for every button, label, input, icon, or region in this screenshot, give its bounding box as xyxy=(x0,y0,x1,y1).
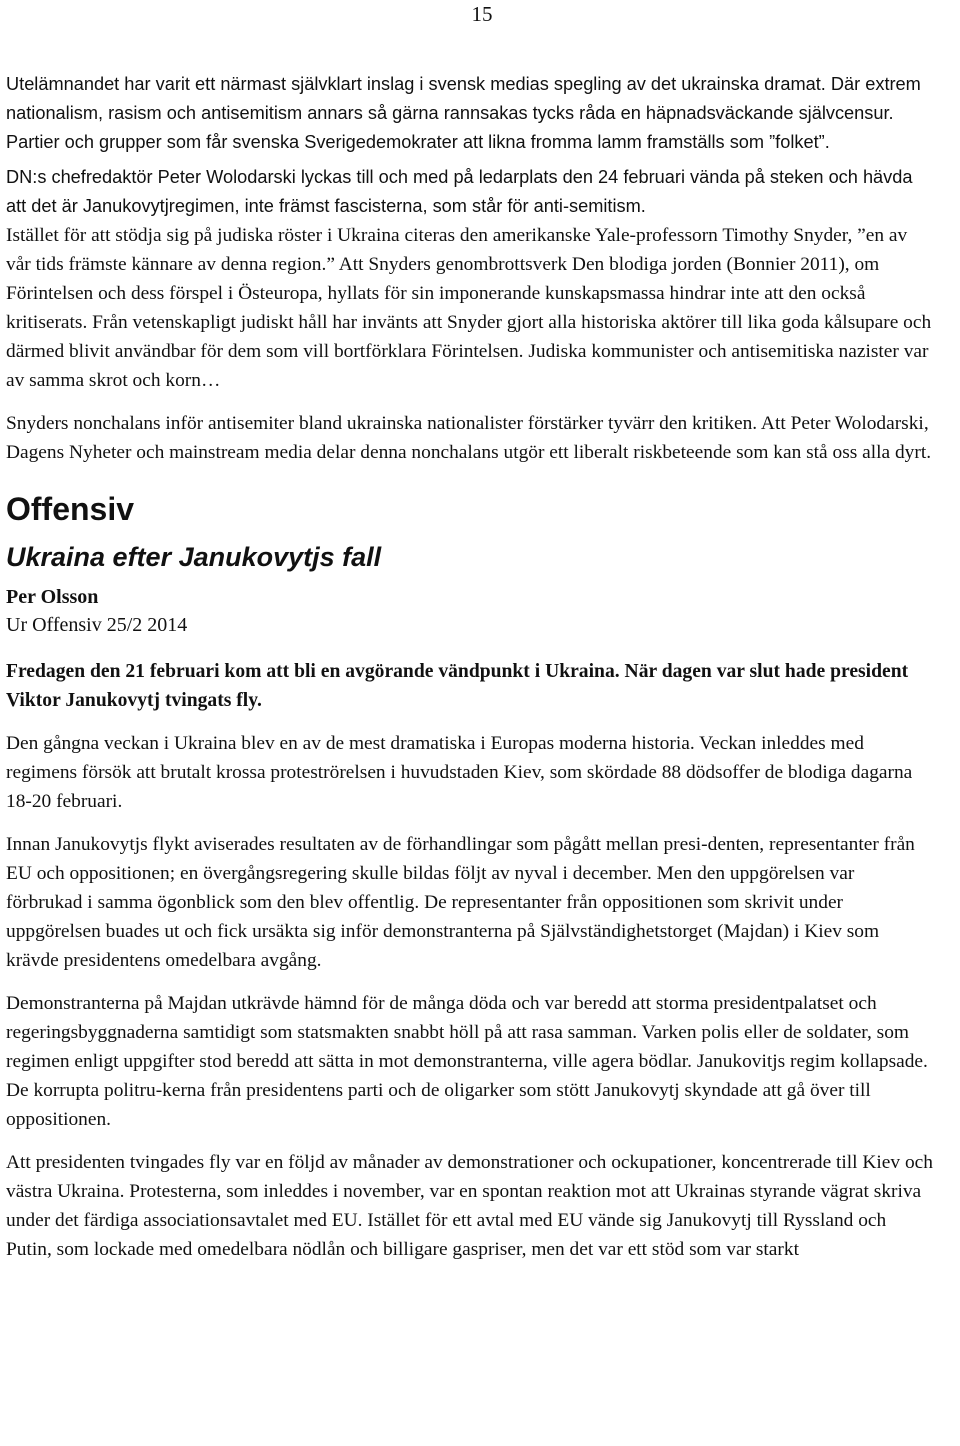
body-paragraph: Att presidenten tvingades fly var en följd av månader av demonstrationer och ockupationer, koncentrerade till Kiev och västra Ukraina. Protesterna, som inleddes i november, var en spontan reaktion mot att Ukrainas styrande vägrat skriva under det färdiga associationsavtalet med EU. Istället för ett avtal med EU vände sig Janukovytj till Ryssland och Putin, som lockade med omedelbara nödlån och billigare gaspriser, men det var ett stöd som var starkt xyxy=(6,1152,933,1260)
paragraph-snyder-critique: Istället för att stödja sig på judiska röster i Ukraina citeras den amerikanske Yale-professorn Timothy Snyder, ”en av vår tids främste kännare av denna region.” Att Snyders genombrottsverk Den blodiga jorden (Bonnier 2011), om Förintelsen och dess förspel i Östeuropa, hyllats för sin imponerande kunskapsmassa hindrar inte att den också kritiserats. Från vetenskapligt judiskt håll har invänts att Snyder gjort alla historiska aktörer till lika goda kålsupare och därmed blivit användbar för dem som vill bortförklara Förintelsen. Judiska kommunister och antisemitiska nazister var av samma skrot och korn… xyxy=(6,225,932,391)
body-paragraph: Demonstranterna på Majdan utkrävde hämnd för de många döda och var beredd att storma presidentpalatset och regeringsbyggnaderna samtidigt som statsmakten snabbt höll på att rasa samman. Varken polis eller de soldater, som regimen enligt uppgifter stod beredd att sätta in mot demonstranterna, ville agera bödlar. Janukovitjs regim kollapsade. De korrupta politru-kerna från presidentens parti och de oligarker som stött Janukovytj skyndade att gå över till oppositionen. xyxy=(6,993,928,1130)
page-number: 15 xyxy=(471,2,493,26)
section-title: Offensiv xyxy=(6,491,135,527)
paragraph-snyder-nonchalance: Snyders nonchalans inför antisemiter bland ukrainska nationalister förstärker tyvärr den kritiken. Att Peter Wolodarski, Dagens Nyheter och mainstream media delar denna nonchalans utgör ett liberalt riskbeteende som kan stå oss alla dyrt. xyxy=(6,413,932,463)
page-content xyxy=(6,70,934,1264)
article-source: Ur Offensiv 25/2 2014 xyxy=(6,614,188,636)
article-lead: Fredagen den 21 februari kom att bli en avgörande vändpunkt i Ukraina. När dagen var slut hade president Viktor Janukovytj tvingats fly. xyxy=(6,661,909,711)
paragraph-media-omission: Utelämnandet har varit ett närmast självklart inslag i svensk medias spegling av det ukrainska dramat. Där extrem nationalism, rasism och antisemitism annars så gärna rannsakas tycks råda en häpnadsväckande självcensur. Partier och grupper som får svenska Sverigedemokrater att likna fromma lamm framställs som ”folket”. xyxy=(6,74,921,152)
body-paragraph: Innan Janukovytjs flykt aviserades resultaten av de förhandlingar som pågått mellan presi-denten, representanter från EU och oppositionen; en övergångsregering skulle bildas följt av nyval i december. Men den uppgörelsen var förbrukad i samma ögonblick som den blev offentlig. De representanter från oppositionen som skrivit under uppgörelsen buades ut och fick ursäkta sig inför demonstranterna på Självständighetstorget (Majdan) i Kiev som krävde presidentens omedelbara avgång. xyxy=(6,834,915,971)
article-title: Ukraina efter Janukovytjs fall xyxy=(6,542,382,572)
body-paragraph: Den gångna veckan i Ukraina blev en av de mest dramatiska i Europas moderna historia. Veckan inleddes med regimens försök att brutalt krossa proteströrelsen i huvudstaden Kiev, som skördade 88 dödsoffer de blodiga dagarna 18-20 februari. xyxy=(6,733,913,812)
article-author: Per Olsson xyxy=(6,586,99,608)
paragraph-wolodarski: DN:s chefredaktör Peter Wolodarski lyckas till och med på ledarplats den 24 februari vända på steken och hävda att det är Janukovytjregimen, inte främst fascisterna, som står för anti-semitism. xyxy=(6,167,913,216)
